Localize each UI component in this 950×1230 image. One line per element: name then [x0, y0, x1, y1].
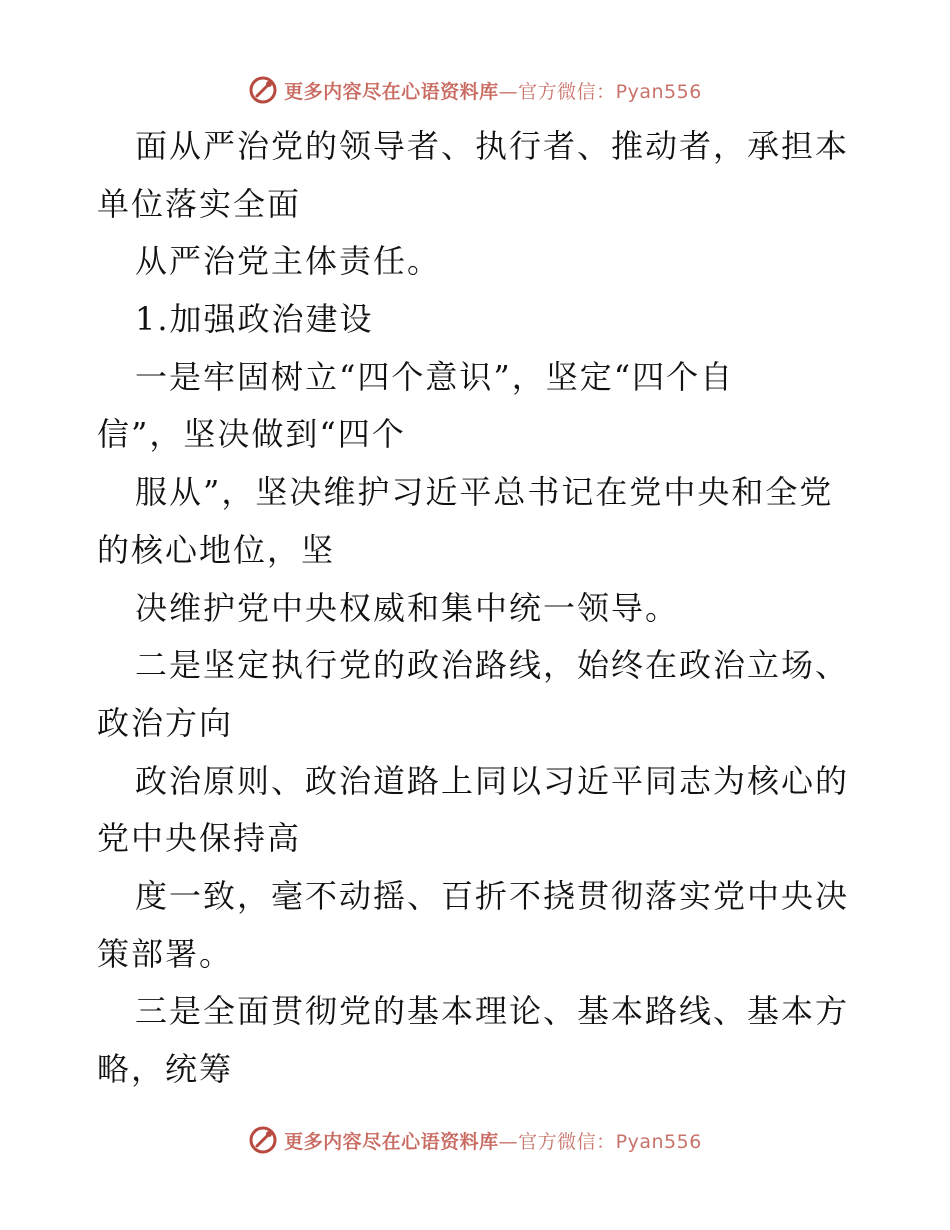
- text-line: 三是全面贯彻党的基本理论、基本路线、基本方: [135, 992, 850, 1031]
- text-line: 度一致，毫不动摇、百折不挠贯彻落实党中央决: [135, 876, 850, 915]
- logo-icon: [248, 75, 278, 105]
- section-heading: 1.加强政治建设: [135, 300, 374, 339]
- banner-dash: —: [498, 1130, 519, 1153]
- text-line: 决维护党中央权威和集中统一领导。: [135, 588, 680, 627]
- banner-text: [284, 1127, 702, 1154]
- banner-dash: —: [498, 80, 519, 103]
- text-line: 单位落实全面: [97, 184, 302, 223]
- text-line: 政治方向: [97, 703, 234, 742]
- text-line: 一是牢固树立“四个意识”，坚定“四个自: [135, 357, 735, 396]
- banner-main-text: 更多内容尽在心语资料库: [284, 1130, 499, 1153]
- text-line: 政治原则、政治道路上同以习近平同志为核心的: [135, 761, 850, 800]
- banner-account-text: 官方微信：Pyan556: [518, 1130, 702, 1153]
- header-watermark-banner: [0, 70, 950, 110]
- text-line: 党中央保持高: [97, 819, 302, 858]
- banner-main-text: 更多内容尽在心语资料库: [284, 80, 499, 103]
- text-line: 策部署。: [97, 934, 234, 973]
- logo-icon: [248, 1125, 278, 1155]
- text-line: 从严治党主体责任。: [135, 242, 442, 281]
- banner-account-text: 官方微信：Pyan556: [518, 80, 702, 103]
- text-line: 的核心地位，坚: [97, 530, 336, 569]
- banner-text: [284, 77, 702, 104]
- document-body: [97, 118, 857, 1099]
- text-line: 面从严治党的领导者、执行者、推动者，承担本: [135, 127, 850, 165]
- text-line: 略，统筹: [97, 1050, 234, 1088]
- text-line: 信”，坚决做到“四个: [97, 415, 406, 454]
- text-line: 服从”，坚决维护习近平总书记在党中央和全党: [135, 473, 834, 512]
- footer-watermark-banner: [0, 1120, 950, 1160]
- text-line: 二是坚定执行党的政治路线，始终在政治立场、: [135, 646, 850, 685]
